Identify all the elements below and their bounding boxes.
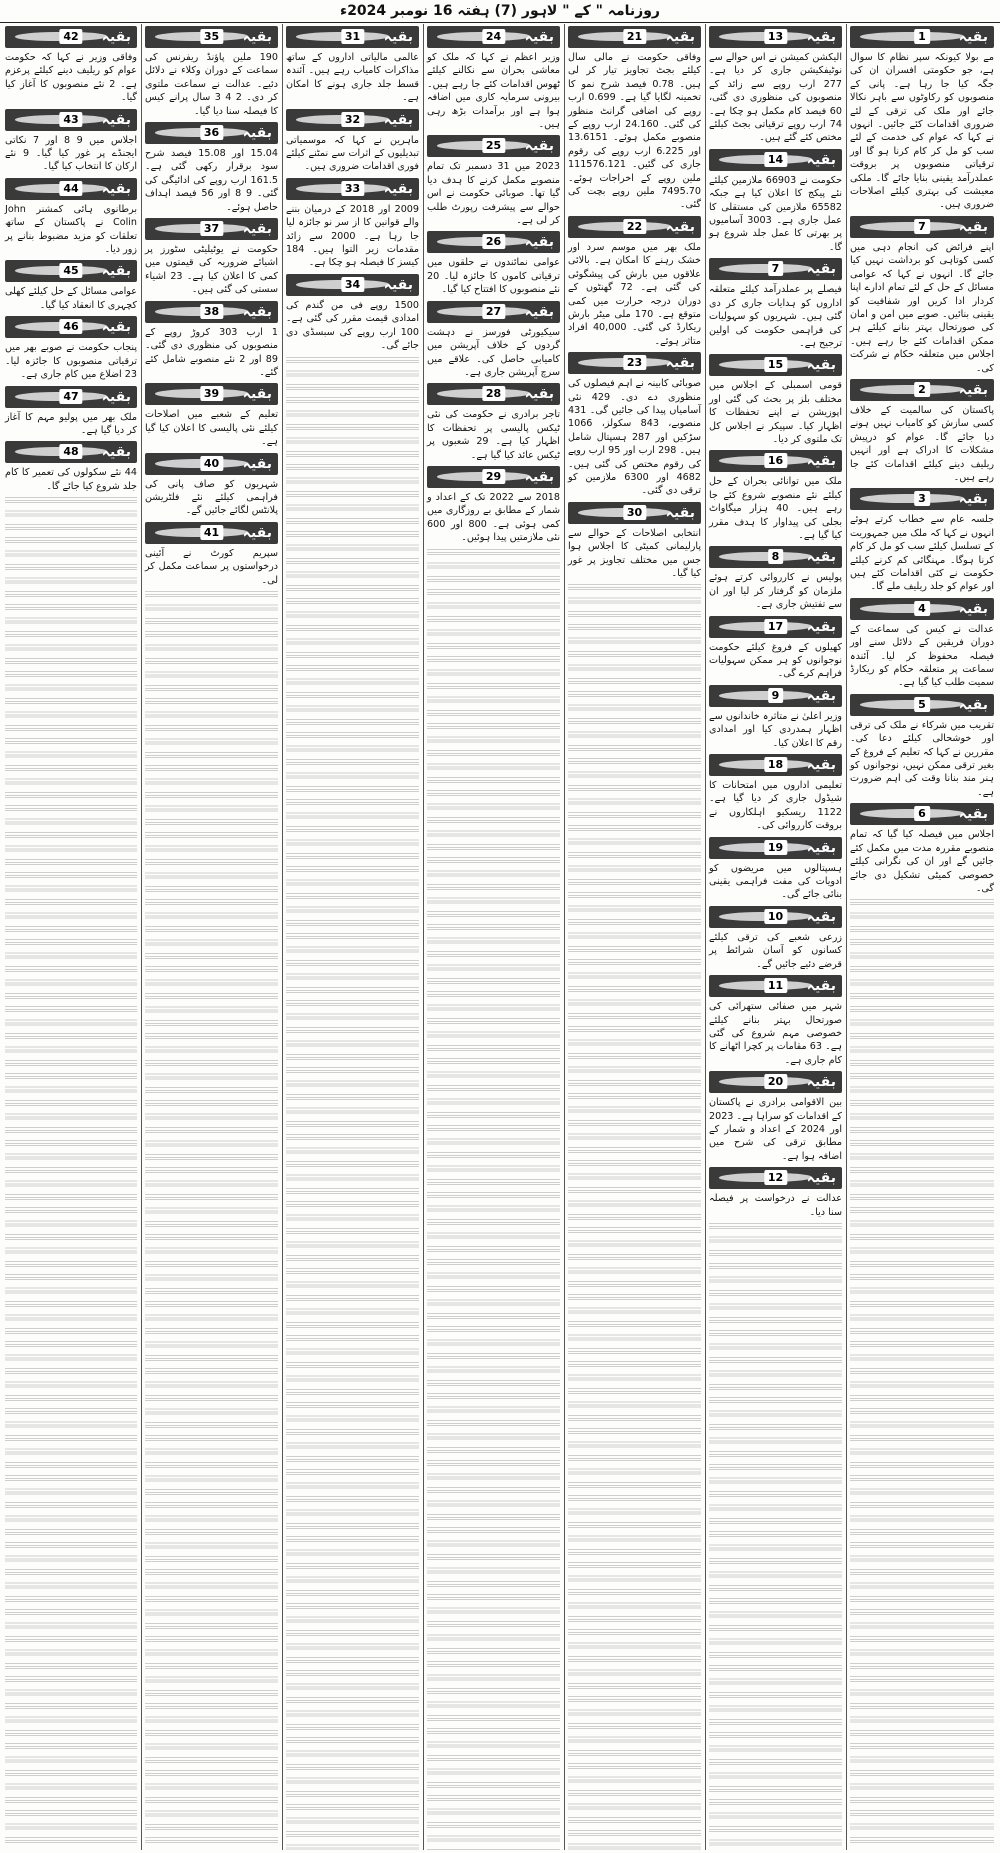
- continuation-block: [709, 975, 842, 1067]
- banner-number: 27: [482, 304, 505, 319]
- baqia-banner: [286, 274, 419, 296]
- banner-word: بقیہ: [665, 504, 695, 521]
- baqia-banner: [568, 352, 701, 374]
- article-text: شہریوں کو صاف پانی کی فراہمی کیلئے نئے فلٹریشن پلانٹس لگائے جائیں گے۔: [145, 478, 278, 517]
- banner-word: بقیہ: [524, 234, 554, 251]
- article-text: عدالت نے کیس کی سماعت کے دوران فریقین کے دلائل سنے اور فیصلہ محفوظ کر لیا۔ آئندہ سماعت پر متعلقہ حکام کو ریکارڈ سمیت طلب کیا گیا ہے۔: [850, 623, 994, 689]
- banner-word: بقیہ: [958, 491, 988, 508]
- banner-number: 30: [623, 505, 646, 520]
- column-text-filler: [568, 584, 701, 1850]
- banner-word: بقیہ: [101, 319, 131, 336]
- banner-number: 38: [200, 304, 223, 319]
- baqia-banner: [709, 906, 842, 928]
- baqia-banner: [850, 488, 994, 510]
- baqia-banner: [709, 1071, 842, 1093]
- banner-word: بقیہ: [242, 221, 272, 238]
- banner-swoosh-icon: [858, 222, 966, 231]
- masthead-date: روزنامہ " کے " لاہور (7) ہفتہ 16 نومبر 2024ء: [340, 3, 660, 19]
- article-text: پولیس نے کارروائی کرتے ہوئے ملزمان کو گرفتار کر لیا اور ان سے تفتیش جاری ہے۔: [709, 572, 842, 611]
- article-text: ماہرین نے کہا کہ موسمیاتی تبدیلیوں کے اثرات سے نمٹنے کیلئے فوری اقدامات ضروری ہیں۔: [286, 134, 419, 173]
- banner-word: بقیہ: [958, 218, 988, 235]
- article-text: ہسپتالوں میں مریضوں کو ادویات کی مفت فراہمی یقینی بنائی جائے گی۔: [709, 862, 842, 901]
- column-6: [142, 24, 281, 1850]
- banner-word: بقیہ: [665, 218, 695, 235]
- baqia-banner: [5, 316, 137, 338]
- banner-number: 40: [200, 456, 223, 471]
- article-text: حکومت نے 66903 ملازمین کیلئے نئے پیکج کا اعلان کیا ہے جبکہ 65582 ملازمین کی مستقلی کا عمل جاری ہے۔ 3003 آسامیوں پر بھرتی کا عمل جلد شروع ہو گا۔: [709, 174, 843, 253]
- banner-number: 24: [482, 29, 505, 44]
- banner-word: بقیہ: [524, 303, 554, 320]
- continuation-block: [709, 258, 842, 350]
- banner-word: بقیہ: [101, 263, 131, 280]
- continuation-block: [145, 301, 278, 380]
- banner-number: 36: [200, 125, 223, 140]
- continuation-block: [5, 109, 137, 174]
- baqia-banner: [850, 26, 994, 48]
- continuation-block: [568, 216, 701, 348]
- banner-number: 1: [914, 29, 930, 44]
- banner-word: بقیہ: [383, 276, 413, 293]
- banner-word: بقیہ: [806, 453, 836, 470]
- baqia-banner: [568, 502, 701, 524]
- banner-number: 31: [341, 29, 364, 44]
- banner-swoosh-icon: [858, 385, 966, 394]
- article-text: صوبائی کابینہ نے اہم فیصلوں کی منظوری دے دی۔ 429 نئی آسامیاں پیدا کی جائیں گی۔ 431 منصوبے، 843 سکولز، 1066 سڑکیں اور 287 ہسپتال شامل ہیں۔ 298 ارب اور 95 ارب روپے کی رقوم مختص کی گئی ہیں۔ 4682 اور 6300 ملازمین کو ترقی دی گئی۔: [568, 378, 701, 497]
- column-2: [706, 24, 845, 1850]
- baqia-banner: [427, 466, 560, 488]
- banner-word: بقیہ: [383, 111, 413, 128]
- baqia-banner: [850, 803, 994, 825]
- continuation-block: [5, 260, 137, 312]
- article-text: ملک بھر میں موسم سرد اور خشک رہنے کا امکان ہے۔ بالائی علاقوں میں بارش کی پیشگوئی کی گئی ہے۔ 72 گھنٹوں کے دوران درجہ حرارت میں کمی متوقع ہے۔ 170 ملی میٹر بارش ریکارڈ کی گئی۔ 40,000 افراد متاثر ہوئے۔: [568, 241, 701, 347]
- banner-swoosh-icon: [858, 604, 966, 613]
- baqia-banner: [709, 1167, 842, 1189]
- column-7: [2, 24, 140, 1850]
- continuation-block: [286, 274, 419, 353]
- banner-word: بقیہ: [806, 29, 836, 45]
- banner-number: 35: [200, 29, 223, 44]
- banner-number: 9: [768, 688, 784, 703]
- banner-number: 19: [764, 840, 787, 855]
- banner-word: بقیہ: [806, 978, 836, 995]
- baqia-banner: [709, 546, 842, 568]
- banner-number: 29: [482, 469, 505, 484]
- baqia-banner: [568, 26, 701, 48]
- banner-number: 5: [914, 697, 930, 712]
- continuation-block: [568, 352, 701, 498]
- banner-word: بقیہ: [806, 908, 836, 925]
- banner-number: 13: [764, 29, 787, 44]
- baqia-banner: [5, 386, 137, 408]
- baqia-banner: [5, 441, 137, 463]
- article-text: مے بولا کیونکہ سپر نظام کا سوال ہے، جو حکومتی افسران ان کی جگہ کیا جا رہا ہے۔ پانی کے منصوبوں کو رکاوٹوں سے باہر نکالا جائے اور ملک کی ترقی کے لئے ضروری اقدامات کئے جائیں۔ انہوں نے کہا کہ عوام کی خدمت کے لئے سب کو مل کر کام کرنا ہو گا اور ترقیاتی منصوبوں پر بروقت عملدرآمد یقینی بنایا جائے گا۔ ملکی معیشت کی بہتری کیلئے اصلاحات ضروری ہیں۔: [850, 52, 994, 211]
- banner-word: بقیہ: [958, 381, 988, 398]
- column-divider: [564, 24, 565, 1850]
- banner-word: بقیہ: [101, 29, 131, 45]
- baqia-banner: [709, 837, 842, 859]
- banner-word: بقیہ: [101, 111, 131, 128]
- article-text: 1500 روپے فی من گندم کی امدادی قیمت مقرر کی گئی ہے۔ 100 ارب روپے کی سبسڈی دی جائے گی۔: [286, 299, 419, 352]
- article-text: سیکیورٹی فورسز نے دہشت گردوں کے خلاف آپریشن میں کامیابی حاصل کی۔ علاقے میں سرچ آپریشن جاری ہے۔: [427, 326, 560, 378]
- continuation-block: [709, 616, 842, 681]
- banner-number: 7: [914, 219, 930, 234]
- article-text: اجلاس میں فیصلہ کیا گیا کہ تمام منصوبے مقررہ مدت میں مکمل کئے جائیں گے اور ان کی نگرانی کیلئے خصوصی کمیٹی تشکیل دی جائے گی۔: [850, 829, 994, 894]
- article-text: وفاقی وزیر نے کہا کہ حکومت عوام کو ریلیف دینے کیلئے پرعزم ہے۔ 2 نئے منصوبوں کا آغاز کیا گیا۔: [5, 52, 137, 104]
- continuation-block: [850, 598, 994, 690]
- article-text: وفاقی حکومت نے مالی سال کیلئے بجٹ تجاویز تیار کر لی ہیں۔ 0.78 فیصد شرح نمو کا تخمینہ لگایا گیا ہے۔ 0.699 ارب روپے کی اضافی گرانٹ منظور کی گئی۔ 24.160 ارب روپے کے منصوبے مکمل ہوئے۔ 13.6151 اور 6.225 ارب روپے کی رقوم جاری کی گئیں۔ 111576.121 ملین روپے کے اخراجات ہوئے۔ 7495.70 ملین روپے بچت کی گئی۔: [568, 52, 702, 211]
- continuation-block: [145, 383, 278, 448]
- baqia-banner: [427, 135, 560, 157]
- banner-number: 25: [482, 138, 505, 153]
- banner-word: بقیہ: [242, 524, 272, 541]
- article-text: 190 ملین پاؤنڈ ریفرنس کی سماعت کے دوران وکلاء نے دلائل دئیے۔ عدالت نے سماعت ملتوی کر دی۔ 2 4 3 سال پرانے کیس کا فیصلہ سنا دیا گیا۔: [145, 52, 278, 117]
- banner-word: بقیہ: [524, 29, 554, 45]
- column-divider: [705, 24, 706, 1850]
- banner-number: 20: [764, 1074, 787, 1089]
- baqia-banner: [145, 383, 278, 405]
- banner-number: 3: [914, 491, 930, 506]
- baqia-banner: [145, 522, 278, 544]
- continuation-block: [709, 149, 842, 254]
- continuation-block: [709, 1071, 842, 1163]
- continuation-block: [427, 26, 560, 131]
- banner-word: بقیہ: [665, 355, 695, 372]
- column-text-filler: [709, 1223, 842, 1850]
- baqia-banner: [5, 109, 137, 131]
- baqia-banner: [850, 694, 994, 716]
- banner-word: بقیہ: [383, 29, 413, 45]
- baqia-banner: [5, 260, 137, 282]
- article-text: 44 نئے سکولوں کی تعمیر کا کام جلد شروع کیا جائے گا۔: [5, 467, 137, 492]
- baqia-banner: [145, 301, 278, 323]
- column-text-filler: [850, 899, 994, 1850]
- banner-word: بقیہ: [806, 839, 836, 856]
- banner-word: بقیہ: [242, 386, 272, 403]
- continuation-block: [850, 26, 994, 212]
- banner-number: 37: [200, 221, 223, 236]
- banner-word: بقیہ: [958, 696, 988, 713]
- banner-word: بقیہ: [524, 468, 554, 485]
- continuation-block: [850, 379, 994, 484]
- article-text: حکومت نے یوٹیلیٹی سٹورز پر اشیائے ضروریہ کی قیمتوں میں کمی کا اعلان کیا ہے۔ 23 اشیاء سستی کی گئی ہیں۔: [145, 244, 278, 296]
- article-text: پاکستان کی سالمیت کے خلاف کسی سازش کو کامیاب نہیں ہونے دیا جائے گا۔ عوام کو درپیش مشکلات کا ادراک ہے اور انہیں ریلیف دینے کیلئے اقدامات کئے جا رہے ہیں۔: [850, 404, 994, 483]
- baqia-banner: [709, 258, 842, 280]
- banner-number: 39: [200, 386, 223, 401]
- article-text: فیصلے پر عملدرآمد کیلئے متعلقہ اداروں کو ہدایات جاری کر دی گئی ہیں۔ شہریوں کو سہولیات کی فراہمی حکومت کی اولین ترجیح ہے۔: [709, 284, 842, 349]
- column-text-filler: [286, 357, 419, 1851]
- article-text: 1 ارب 303 کروڑ روپے کے منصوبوں کی منظوری دی گئی۔ 89 اور 2 نئے منصوبے شامل کئے گئے۔: [145, 326, 279, 378]
- continuation-block: [286, 178, 419, 270]
- banner-number: 16: [764, 453, 787, 468]
- banner-number: 32: [341, 112, 364, 127]
- banner-word: بقیہ: [806, 151, 836, 168]
- continuation-block: [145, 218, 278, 297]
- article-text: عالمی مالیاتی اداروں کے ساتھ مذاکرات کامیاب رہے ہیں۔ آئندہ قسط جلد جاری ہونے کا امکان ہے۔: [286, 52, 419, 104]
- baqia-banner: [427, 231, 560, 253]
- column-divider: [846, 24, 847, 1850]
- column-divider: [141, 24, 142, 1850]
- continuation-block: [5, 441, 137, 493]
- continuation-block: [5, 386, 137, 438]
- baqia-banner: [427, 26, 560, 48]
- baqia-banner: [286, 178, 419, 200]
- continuation-block: [709, 685, 842, 750]
- banner-word: بقیہ: [806, 549, 836, 566]
- article-text: بین الاقوامی برادری نے پاکستان کے اقدامات کو سراہا ہے۔ 2023 اور 2024 کے اعداد و شمار کے مطابق ترقی کی شرح میں اضافہ ہوا ہے۔: [709, 1097, 842, 1162]
- article-text: زرعی شعبے کی ترقی کیلئے کسانوں کو آسان شرائط پر قرضے دئیے جائیں گے۔: [709, 931, 842, 970]
- continuation-block: [568, 26, 701, 212]
- continuation-block: [286, 109, 419, 174]
- article-text: 2018 سے 2022 تک کے اعداد و شمار کے مطابق بے روزگاری میں کمی ہوئی ہے۔ 800 اور 600 نئی ملازمتیں پیدا ہوئیں۔: [427, 491, 561, 544]
- banner-swoosh-icon: [717, 552, 814, 561]
- banner-number: 47: [59, 389, 82, 404]
- baqia-banner: [850, 379, 994, 401]
- continuation-block: [5, 316, 137, 381]
- banner-number: 23: [623, 355, 646, 370]
- baqia-banner: [709, 616, 842, 638]
- article-text: تاجر برادری نے حکومت کی نئی ٹیکس پالیسی پر تحفظات کا اظہار کیا ہے۔ 29 شعبوں پر ٹیکس عائد کیا گیا ہے۔: [427, 409, 560, 461]
- baqia-banner: [145, 218, 278, 240]
- continuation-block: [5, 26, 137, 105]
- banner-swoosh-icon: [858, 494, 966, 503]
- article-text: ملک میں توانائی بحران کے حل کیلئے نئے منصوبے شروع کئے جا رہے ہیں۔ 40 ہزار میگاواٹ بجلی کی پیداوار کا ہدف مقرر کیا گیا ہے۔: [709, 476, 842, 541]
- banner-number: 26: [482, 234, 505, 249]
- column-1: [847, 24, 997, 1850]
- banner-word: بقیہ: [958, 806, 988, 823]
- continuation-block: [709, 1167, 842, 1219]
- continuation-block: [427, 231, 560, 296]
- baqia-banner: [145, 122, 278, 144]
- article-text: برطانوی ہائی کمشنر John Colin نے پاکستان کے ساتھ تعلقات کو مزید مضبوط بنانے پر زور دیا۔: [5, 203, 137, 256]
- article-text: 15.04 اور 15.08 فیصد شرح سود برقرار رکھی گئی ہے۔ 161.5 ارب روپے کی ادائیگی کی گئی۔ 9 8 اور 56 فیصد اہداف حاصل ہوئے۔: [145, 148, 278, 213]
- banner-number: 46: [59, 319, 82, 334]
- column-5: [283, 24, 422, 1850]
- banner-word: بقیہ: [101, 444, 131, 461]
- banner-number: 44: [59, 181, 82, 196]
- continuation-block: [145, 26, 278, 118]
- banner-number: 41: [200, 525, 223, 540]
- banner-number: 22: [623, 219, 646, 234]
- baqia-banner: [709, 754, 842, 776]
- banner-number: 33: [341, 181, 364, 196]
- banner-number: 14: [764, 152, 787, 167]
- banner-word: بقیہ: [242, 303, 272, 320]
- article-text: جلسہ عام سے خطاب کرتے ہوئے انہوں نے کہا کہ ملک میں جمہوریت کے تسلسل کیلئے سب کو مل کر کام کرنا ہوگا۔ مہنگائی کم کرنے کیلئے حکومت نے کئی اقدامات کئے ہیں اور عوام کو جلد ریلیف ملے گا۔: [850, 514, 994, 593]
- article-text: انتخابی اصلاحات کے حوالے سے پارلیمانی کمیٹی کا اجلاس ہوا جس میں مختلف تجاویز پر غور کیا گیا۔: [568, 527, 701, 579]
- baqia-banner: [850, 216, 994, 238]
- banner-number: 45: [59, 263, 82, 278]
- banner-number: 4: [914, 601, 930, 616]
- article-text: وزیر اعظم نے کہا کہ ملک کو معاشی بحران سے نکالنے کیلئے ٹھوس اقدامات کئے جا رہے ہیں۔ بیرونی سرمایہ کاری میں اضافہ ہوا ہے اور برآمدات بڑھ رہی ہیں۔: [427, 52, 560, 131]
- article-text: سپریم کورٹ نے آئینی درخواستوں پر سماعت مکمل کر لی۔: [145, 547, 278, 586]
- baqia-banner: [709, 149, 842, 171]
- baqia-banner: [709, 685, 842, 707]
- banner-word: بقیہ: [383, 180, 413, 197]
- banner-word: بقیہ: [806, 1170, 836, 1187]
- banner-number: 6: [914, 806, 930, 821]
- banner-number: 15: [764, 357, 787, 372]
- continuation-block: [709, 354, 842, 446]
- continuation-block: [850, 488, 994, 593]
- banner-swoosh-icon: [858, 809, 966, 818]
- baqia-banner: [5, 26, 137, 48]
- baqia-banner: [568, 216, 701, 238]
- baqia-banner: [145, 26, 278, 48]
- baqia-banner: [709, 975, 842, 997]
- column-divider: [282, 24, 283, 1850]
- banner-number: 34: [341, 277, 364, 292]
- continuation-block: [5, 178, 137, 257]
- article-text: تعلیمی اداروں میں امتحانات کا شیڈول جاری کر دیا گیا ہے۔ 1122 ریسکیو اہلکاروں نے بروقت کارروائی کی۔: [709, 780, 842, 832]
- banner-number: 12: [764, 1170, 787, 1185]
- continuation-block: [145, 522, 278, 587]
- banner-word: بقیہ: [806, 757, 836, 774]
- article-text: الیکشن کمیشن نے اس حوالے سے نوٹیفکیشن جاری کر دیا ہے۔ 277 ارب روپے سے زائد کے منصوبوں کی منظوری دی گئی، 60 فیصد کام مکمل ہو چکا ہے۔ 74 ارب روپے ترقیاتی بجٹ کیلئے مختص کئے گئے ہیں۔: [709, 52, 842, 144]
- banner-number: 8: [768, 549, 784, 564]
- continuation-block: [145, 122, 278, 214]
- article-text: وزیر اعلیٰ نے متاثرہ خاندانوں سے اظہار ہمدردی کیا اور امدادی رقم کا اعلان کیا۔: [709, 710, 842, 749]
- continuation-block: [709, 837, 842, 902]
- baqia-banner: [427, 383, 560, 405]
- article-text: شہر میں صفائی ستھرائی کی صورتحال بہتر بنانے کیلئے خصوصی مہم شروع کی گئی ہے۔ 63 مقامات پر کچرا اٹھانے کا کام جاری ہے۔: [709, 1001, 842, 1066]
- continuation-block: [568, 502, 701, 581]
- column-4: [424, 24, 563, 1850]
- baqia-banner: [709, 450, 842, 472]
- banner-number: 10: [764, 909, 787, 924]
- baqia-banner: [286, 109, 419, 131]
- banner-word: بقیہ: [958, 600, 988, 617]
- continuation-block: [427, 383, 560, 462]
- baqia-banner: [286, 26, 419, 48]
- baqia-banner: [709, 26, 842, 48]
- article-text: 2023 میں 31 دسمبر تک تمام منصوبے مکمل کرنے کا ہدف دیا گیا تھا۔ صوبائی حکومت نے اس حوالے سے پیشرفت رپورٹ طلب کر لی ہے۔: [427, 161, 561, 227]
- article-text: کھیلوں کے فروغ کیلئے حکومت نوجوانوں کو ہر ممکن سہولیات فراہم کرے گی۔: [709, 641, 842, 680]
- continuation-block: [427, 301, 560, 380]
- banner-word: بقیہ: [524, 138, 554, 155]
- continuation-block: [850, 216, 994, 375]
- article-text: اجلاس میں 9 8 اور 7 نکاتی ایجنڈے پر غور کیا گیا۔ 9 نئے ارکان کا انتخاب کیا گیا۔: [5, 134, 138, 173]
- article-text: ملک بھر میں پولیو مہم کا آغاز کر دیا گیا ہے۔: [5, 411, 137, 436]
- banner-word: بقیہ: [101, 388, 131, 405]
- column-text-filler: [427, 549, 560, 1850]
- banner-number: 11: [764, 978, 787, 993]
- article-text: عوامی نمائندوں نے حلقوں میں ترقیاتی کاموں کا جائزہ لیا۔ 20 نئے منصوبوں کا افتتاح کیا گیا۔: [427, 257, 560, 296]
- banner-word: بقیہ: [806, 618, 836, 635]
- banner-swoosh-icon: [717, 264, 814, 273]
- banner-swoosh-icon: [717, 691, 814, 700]
- column-text-filler: [5, 497, 137, 1850]
- continuation-block: [709, 754, 842, 833]
- banner-word: بقیہ: [958, 29, 988, 45]
- article-text: اپنے فرائض کی انجام دہی میں کسی کوتاہی کو برداشت نہیں کیا جائے گا۔ انہوں نے کہا کہ عوامی مسائل کے حل کے لئے تمام ادارے اپنا کردار ادا کریں اور شفافیت کو یقینی بنائیں۔ صوبے میں امن و امان کی صورتحال بہتر بنانے کیلئے ہر ممکن اقدامات کئے جا رہے ہیں۔ اجلاس میں متعلقہ حکام نے شرکت کی۔: [850, 241, 994, 374]
- banner-word: بقیہ: [806, 687, 836, 704]
- banner-word: بقیہ: [524, 386, 554, 403]
- article-text: 2009 اور 2018 کے درمیان بننے والے قوانین کا از سر نو جائزہ لیا جا رہا ہے۔ 2000 سے زائد مقدمات زیر التوا ہیں۔ 184 کیسز کا فیصلہ ہو چکا ہے۔: [286, 203, 420, 269]
- article-text: تقریب میں شرکاء نے ملک کی ترقی اور خوشحالی کیلئے دعا کی۔ مقررین نے کہا کہ تعلیم کے فروغ کے بغیر ترقی ممکن نہیں، نوجوانوں کو ہنر مند بنانا وقت کی اہم ضرورت ہے۔: [850, 719, 994, 798]
- continuation-block: [145, 453, 278, 518]
- banner-word: بقیہ: [242, 29, 272, 45]
- banner-number: 21: [623, 29, 646, 44]
- banner-number: 2: [914, 382, 930, 397]
- banner-word: بقیہ: [242, 125, 272, 142]
- continuation-block: [850, 694, 994, 799]
- baqia-banner: [709, 354, 842, 376]
- continuation-block: [709, 26, 842, 145]
- column-3: [565, 24, 704, 1850]
- article-text: عوامی مسائل کے حل کیلئے کھلی کچہری کا انعقاد کیا گیا۔: [5, 286, 137, 311]
- continuation-block: [427, 135, 560, 227]
- banner-number: 17: [764, 619, 787, 634]
- column-divider: [423, 24, 424, 1850]
- masthead-bar: [0, 0, 1000, 23]
- banner-word: بقیہ: [806, 357, 836, 374]
- baqia-banner: [5, 178, 137, 200]
- continuation-block: [286, 26, 419, 105]
- article-text: قومی اسمبلی کے اجلاس میں مختلف بلز پر بحث کی گئی اور اپوزیشن نے اپنے تحفظات کا اظہار کیا۔ سپیکر نے اجلاس کل تک ملتوی کر دیا۔: [709, 380, 842, 445]
- banner-number: 18: [764, 757, 787, 772]
- baqia-banner: [145, 453, 278, 475]
- continuation-block: [850, 803, 994, 895]
- article-text: پنجاب حکومت نے صوبے بھر میں ترقیاتی منصوبوں کا جائزہ لیا۔ 23 اضلاع میں کام جاری ہے۔: [5, 342, 137, 381]
- banner-number: 43: [59, 112, 82, 127]
- baqia-banner: [850, 598, 994, 620]
- continuation-block: [709, 906, 842, 971]
- continuation-block: [709, 450, 842, 542]
- banner-number: 42: [59, 29, 82, 44]
- banner-swoosh-icon: [858, 700, 966, 709]
- banner-word: بقیہ: [806, 261, 836, 278]
- column-text-filler: [145, 591, 278, 1850]
- banner-number: 7: [768, 261, 784, 276]
- baqia-banner: [427, 301, 560, 323]
- article-text: تعلیم کے شعبے میں اصلاحات کیلئے نئی پالیسی کا اعلان کیا گیا ہے۔: [145, 409, 278, 448]
- continuation-block: [709, 546, 842, 611]
- banner-word: بقیہ: [806, 1074, 836, 1091]
- article-text: عدالت نے درخواست پر فیصلہ سنا دیا۔: [709, 1193, 842, 1218]
- continuation-block: [427, 466, 560, 545]
- banner-number: 28: [482, 386, 505, 401]
- banner-word: بقیہ: [665, 29, 695, 45]
- banner-word: بقیہ: [242, 455, 272, 472]
- banner-word: بقیہ: [101, 180, 131, 197]
- banner-number: 48: [59, 444, 82, 459]
- banner-swoosh-icon: [858, 32, 966, 41]
